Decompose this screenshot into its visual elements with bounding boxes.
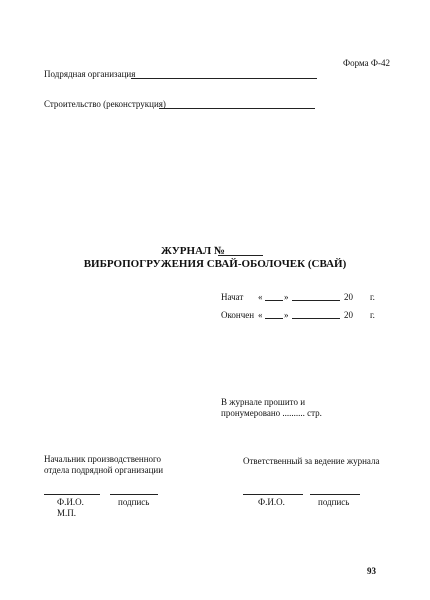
- ended-open-quote: «: [258, 310, 263, 320]
- started-open-quote: «: [258, 292, 263, 302]
- ended-close-quote: »: [284, 310, 289, 320]
- contractor-field-line: [131, 78, 317, 79]
- journal-title-prefix: ЖУРНАЛ №: [161, 245, 226, 257]
- right-signer-title: Ответственный за ведение журнала: [243, 456, 380, 466]
- left-signature-line: [110, 494, 158, 495]
- started-year-abbr: г.: [370, 292, 375, 302]
- contractor-label: Подрядная организация: [44, 69, 136, 79]
- left-signer-title-2: отдела подрядной организации: [44, 465, 164, 475]
- journal-subtitle: ВИБРОПОГРУЖЕНИЯ СВАЙ-ОБОЛОЧЕК (СВАЙ): [83, 258, 347, 270]
- started-label: Начат: [221, 292, 244, 302]
- page-number: 93: [367, 566, 376, 576]
- left-signer-title-1: Начальник производственного: [44, 454, 161, 464]
- left-fio-line: [44, 494, 100, 495]
- right-signature-label: подпись: [318, 497, 350, 507]
- ended-day-line: [265, 318, 283, 319]
- ended-year-abbr: г.: [370, 310, 375, 320]
- form-code: Форма Ф-42: [343, 58, 390, 68]
- seal-label: М.П.: [57, 508, 77, 518]
- journal-title: [161, 245, 225, 258]
- left-signature-label: подпись: [118, 497, 150, 507]
- binding-note-line1: В журнале прошито и: [221, 397, 306, 407]
- left-fio-label: Ф.И.О.: [57, 497, 84, 507]
- construction-field-line: [159, 108, 315, 109]
- right-fio-line: [243, 494, 303, 495]
- started-close-quote: »: [284, 292, 289, 302]
- started-day-line: [265, 300, 283, 301]
- ended-label: Окончен: [221, 310, 255, 320]
- binding-note-line2: пронумеровано .......... стр.: [221, 408, 322, 418]
- ended-century: 20: [344, 310, 353, 320]
- journal-number-line: [218, 255, 263, 256]
- construction-label: Строительство (реконструкция): [44, 99, 166, 109]
- right-signature-line: [310, 494, 360, 495]
- ended-month-line: [292, 318, 340, 319]
- started-month-line: [292, 300, 340, 301]
- started-century: 20: [344, 292, 353, 302]
- right-fio-label: Ф.И.О.: [258, 497, 285, 507]
